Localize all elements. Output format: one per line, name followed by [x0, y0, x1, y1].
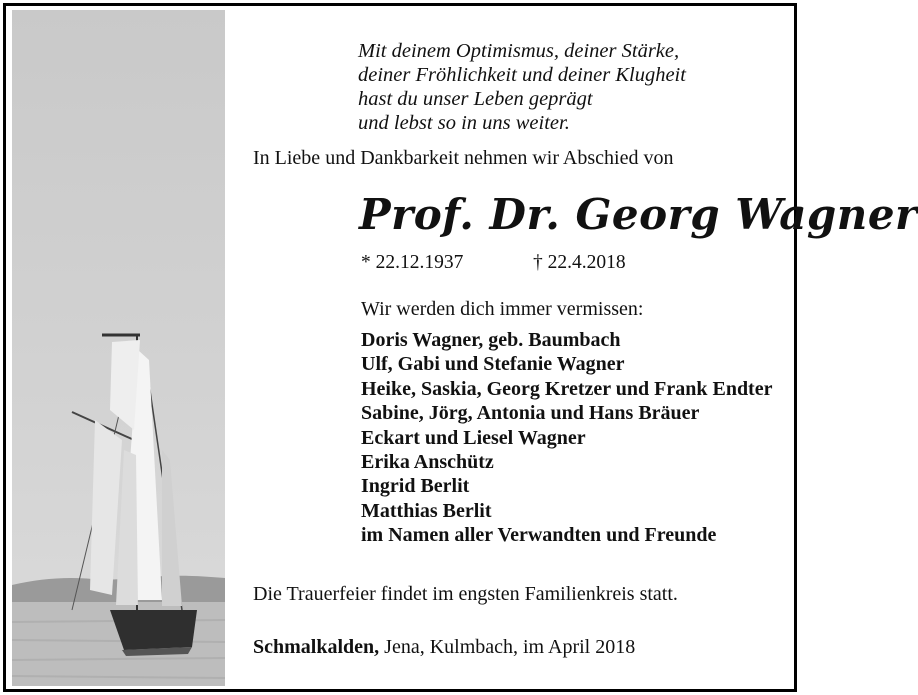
miss-text: Wir werden dich immer vermissen:	[361, 298, 644, 320]
hull	[110, 610, 197, 650]
sail-mizzen	[162, 450, 182, 606]
place-date-line	[253, 636, 635, 659]
life-dates	[361, 252, 626, 274]
birth-date: * 22.12.1937	[361, 252, 464, 273]
mourner-line: Heike, Saskia, Georg Kretzer und Frank Endter	[361, 377, 773, 400]
mourner-line: Matthias Berlit	[361, 499, 492, 522]
mourner-line: Eckart und Liesel Wagner	[361, 426, 586, 449]
sailboat-illustration	[12, 10, 225, 686]
sail-fore	[90, 420, 122, 595]
quote-line: Mit deinem Optimismus, deiner Stärke,	[358, 40, 680, 62]
place-rest: Jena, Kulmbach, im April 2018	[379, 636, 636, 658]
obituary-notice	[3, 3, 918, 692]
mourner-line: Sabine, Jörg, Antonia und Hans Bräuer	[361, 402, 700, 425]
death-date: † 22.4.2018	[533, 252, 626, 273]
intro-text: In Liebe und Dankbarkeit nehmen wir Abschied von	[253, 147, 674, 169]
deceased-name: Prof. Dr. Georg Wagner	[359, 190, 918, 239]
sailboat-photo	[12, 10, 225, 686]
mourner-line: Ingrid Berlit	[361, 475, 470, 498]
mourner-line: im Namen aller Verwandten und Freunde	[361, 524, 717, 547]
mourner-line: Ulf, Gabi und Stefanie Wagner	[361, 353, 625, 376]
place-town: Schmalkalden,	[253, 636, 380, 658]
quote-line: und lebst so in uns weiter.	[358, 112, 570, 134]
quote-line: hast du unser Leben geprägt	[358, 88, 593, 110]
quote-line: deiner Fröhlichkeit und deiner Klugheit	[358, 64, 686, 86]
quote	[358, 39, 686, 135]
ceremony-note: Die Trauerfeier findet im engsten Familienkreis statt.	[253, 583, 678, 605]
mourner-line: Doris Wagner, geb. Baumbach	[361, 329, 621, 351]
mourner-line: Erika Anschütz	[361, 451, 494, 474]
mourners-list	[361, 328, 772, 548]
